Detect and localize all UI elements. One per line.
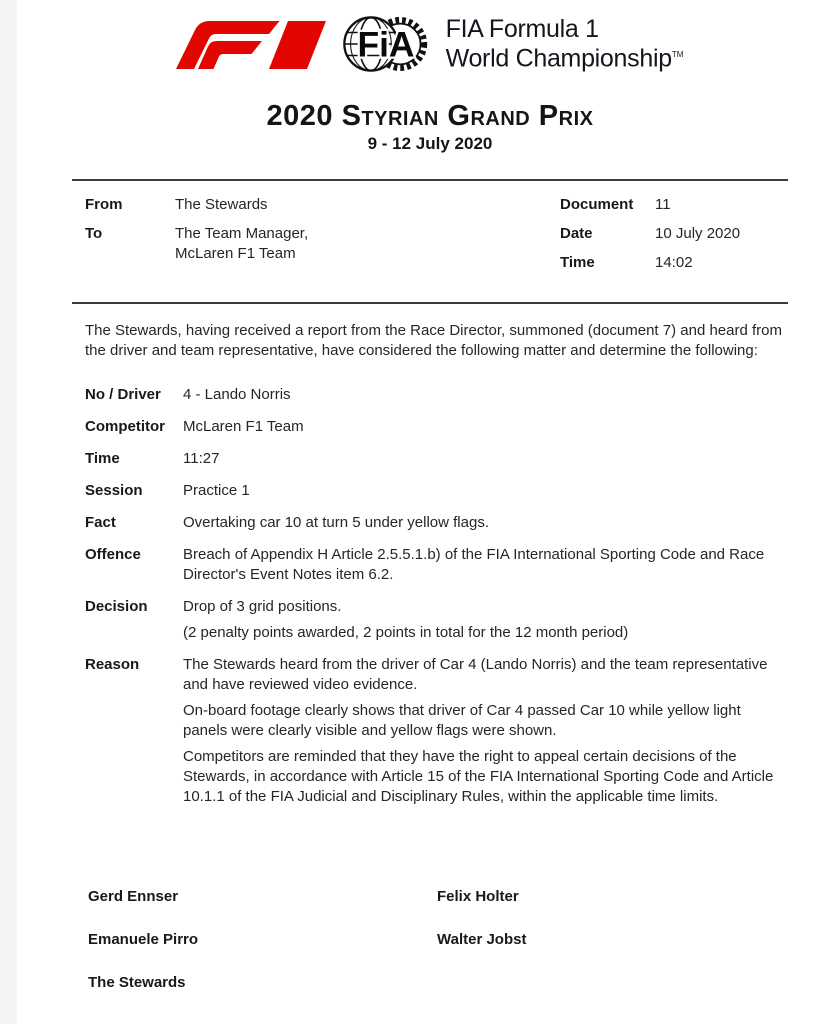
field-label: Decision	[85, 598, 148, 615]
field-value: Practice 1	[183, 482, 250, 499]
field-value: 4 - Lando Norris	[183, 386, 291, 403]
reason-paragraph: On-board footage clearly shows that driver of Car 4 passed Car 10 while yellow light panels were clearly visible and yellow flags were shown.	[183, 702, 741, 739]
fia-emblem-letters: FiA	[357, 24, 415, 65]
signature-name: Gerd Ennser	[88, 888, 179, 905]
fia-wordmark	[446, 16, 684, 71]
decision-paragraph: (2 penalty points awarded, 2 points in total for the 12 month period)	[183, 624, 629, 641]
decision-fields	[85, 385, 788, 807]
field-value: Breach of Appendix H Article 2.5.5.1.b) of the FIA International Sporting Code and Race Director's Event Notes item 6.2.	[183, 546, 765, 583]
field-label: Time	[85, 450, 120, 467]
to-value-line1: The Team Manager,	[175, 225, 309, 242]
date-value: 10 July 2020	[655, 225, 741, 242]
meta-row-to	[85, 224, 560, 264]
signature-footer: The Stewards	[88, 974, 186, 991]
field-label: Session	[85, 482, 143, 499]
meta-row-date	[560, 224, 788, 244]
field-row-fact	[85, 513, 788, 533]
field-row-decision	[85, 597, 788, 643]
field-value	[183, 655, 788, 807]
brand-header	[28, 13, 831, 75]
wordmark-line2: World Championship™	[445, 44, 684, 73]
page-edge-strip	[0, 0, 17, 1024]
field-value: 11:27	[183, 450, 220, 467]
event-dates: 9 - 12 July 2020	[367, 134, 493, 153]
field-value: McLaren F1 Team	[183, 418, 304, 435]
meta-doc-info	[560, 195, 788, 282]
signature-row	[88, 887, 788, 907]
title-block	[72, 101, 788, 154]
intro-paragraph: The Stewards, having received a report from the Race Director, summoned (document 7) and heard from the driver and team representative, have considered the following matter and determine the following:	[85, 322, 782, 359]
trademark-symbol: TM	[671, 50, 684, 60]
reason-paragraph: The Stewards heard from the driver of Car 4 (Lando Norris) and the team representative and have reviewed video evidence.	[183, 656, 768, 693]
field-row-time	[85, 449, 788, 469]
signatures-block	[88, 887, 788, 993]
to-value-line2: McLaren F1 Team	[175, 245, 296, 262]
fia-emblem-icon	[340, 13, 432, 75]
meta-from-to	[85, 195, 560, 273]
field-label: Fact	[85, 514, 116, 531]
field-value	[183, 597, 788, 643]
event-title: 2020 Styrian Grand Prix	[266, 100, 594, 132]
f1-logo-icon	[176, 19, 326, 69]
time-value: 14:02	[655, 254, 693, 271]
signature-name: Walter Jobst	[437, 931, 527, 948]
field-label: Competitor	[85, 418, 165, 435]
decision-paragraph: Drop of 3 grid positions.	[183, 598, 342, 615]
field-label: Reason	[85, 656, 140, 673]
from-label: From	[85, 196, 123, 213]
meta-block	[72, 179, 788, 304]
meta-row-document	[560, 195, 788, 215]
field-label: No / Driver	[85, 386, 161, 403]
meta-row-time	[560, 253, 788, 273]
field-row-competitor	[85, 417, 788, 437]
wordmark-line1: FIA Formula 1	[445, 15, 599, 44]
reason-paragraph: Competitors are reminded that they have the right to appeal certain decisions of the Stewards, in accordance with Article 15 of the FIA International Sporting Code and Article 10.1.1 of the FIA Judicial and Disciplinary Rules, within the applicable time limits.	[183, 748, 774, 805]
signature-name: Emanuele Pirro	[88, 931, 199, 948]
to-label: To	[85, 225, 103, 242]
signature-footer-row	[88, 973, 788, 993]
signature-name: Felix Holter	[437, 888, 519, 905]
document-label: Document	[560, 196, 634, 213]
field-value: Overtaking car 10 at turn 5 under yellow flags.	[183, 514, 489, 531]
signature-row	[88, 930, 788, 950]
field-row-reason	[85, 655, 788, 807]
time-label: Time	[560, 254, 595, 271]
field-row-session	[85, 481, 788, 501]
date-label: Date	[560, 225, 593, 242]
document-value: 11	[655, 196, 671, 213]
meta-row-from	[85, 195, 560, 215]
field-label: Offence	[85, 546, 141, 563]
from-value: The Stewards	[175, 196, 268, 213]
field-row-offence	[85, 545, 788, 585]
field-row-no-driver	[85, 385, 788, 405]
to-value	[175, 224, 308, 264]
